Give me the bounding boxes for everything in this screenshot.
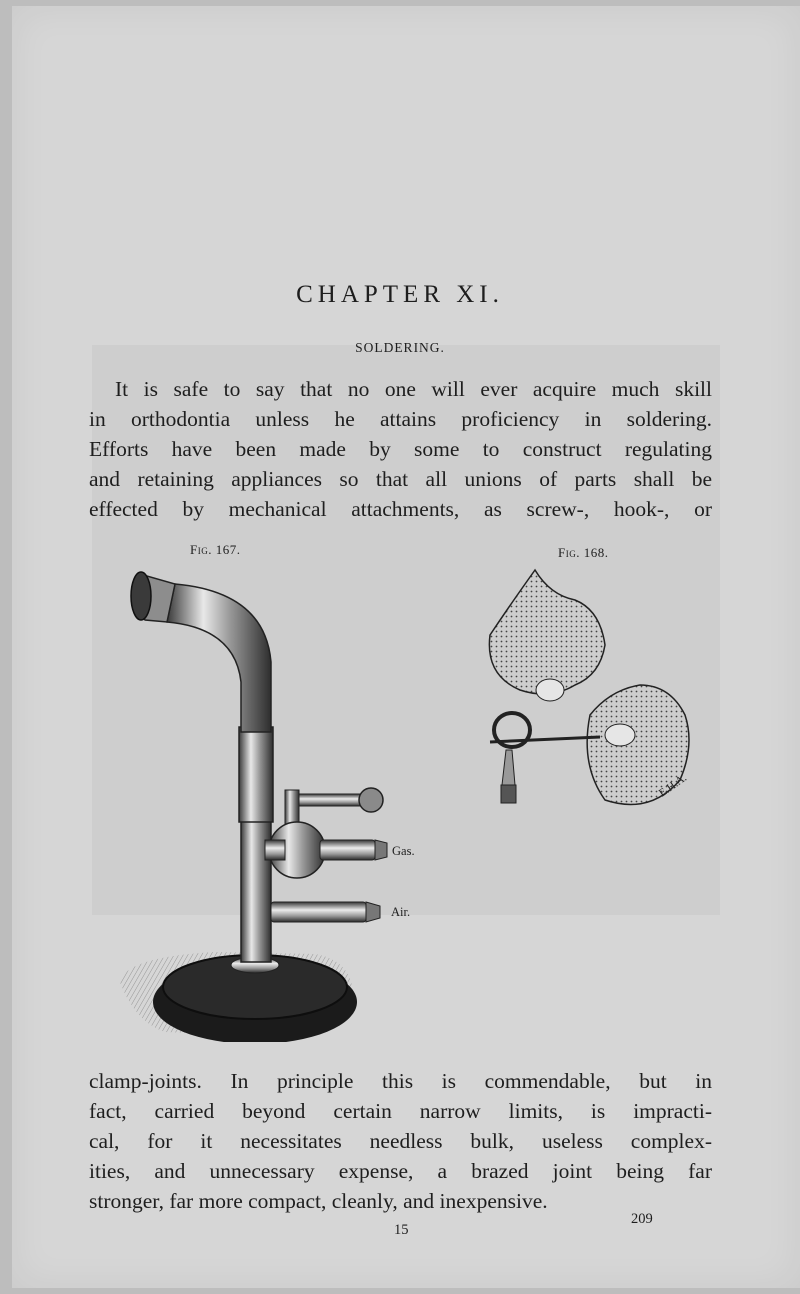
text-line: It is safe to say that no one will ever acquire much skill [115, 377, 712, 401]
text-line: fact, carried beyond certain narrow limits, is impracti- [89, 1099, 712, 1123]
text-line: in orthodontia unless he attains proficiency in soldering. [89, 407, 712, 431]
blowpipe-illustration [105, 562, 405, 1042]
text-line: and retaining appliances so that all unions of parts shall be [89, 467, 712, 491]
text-line: cal, for it necessitates needless bulk, useless complex- [89, 1129, 712, 1153]
section-heading: SOLDERING. [355, 340, 445, 355]
text-line: ities, and unnecessary expense, a brazed joint being far [89, 1159, 712, 1183]
paragraph-continued [89, 1066, 712, 1216]
engraver-signature: E.H.A. [656, 771, 689, 800]
page-number: 209 [631, 1211, 653, 1227]
hands-soldering-illustration [480, 565, 700, 810]
text-line: Efforts have been made by some to construct regulating [89, 437, 712, 461]
text-line: clamp-joints. In principle this is commendable, but in [89, 1069, 712, 1093]
figure-168-caption: Fig. 168. [558, 545, 609, 560]
signature-mark: 15 [394, 1222, 409, 1238]
figure-167-caption: Fig. 167. [190, 542, 241, 557]
paragraph-intro [89, 374, 712, 524]
gas-label: Gas. [392, 844, 415, 858]
text-line: stronger, far more compact, cleanly, and inexpensive. [89, 1189, 548, 1213]
chapter-title: CHAPTER XI. [296, 281, 504, 308]
air-label: Air. [391, 905, 411, 919]
text-line: effected by mechanical attachments, as screw-, hook-, or [89, 497, 712, 521]
